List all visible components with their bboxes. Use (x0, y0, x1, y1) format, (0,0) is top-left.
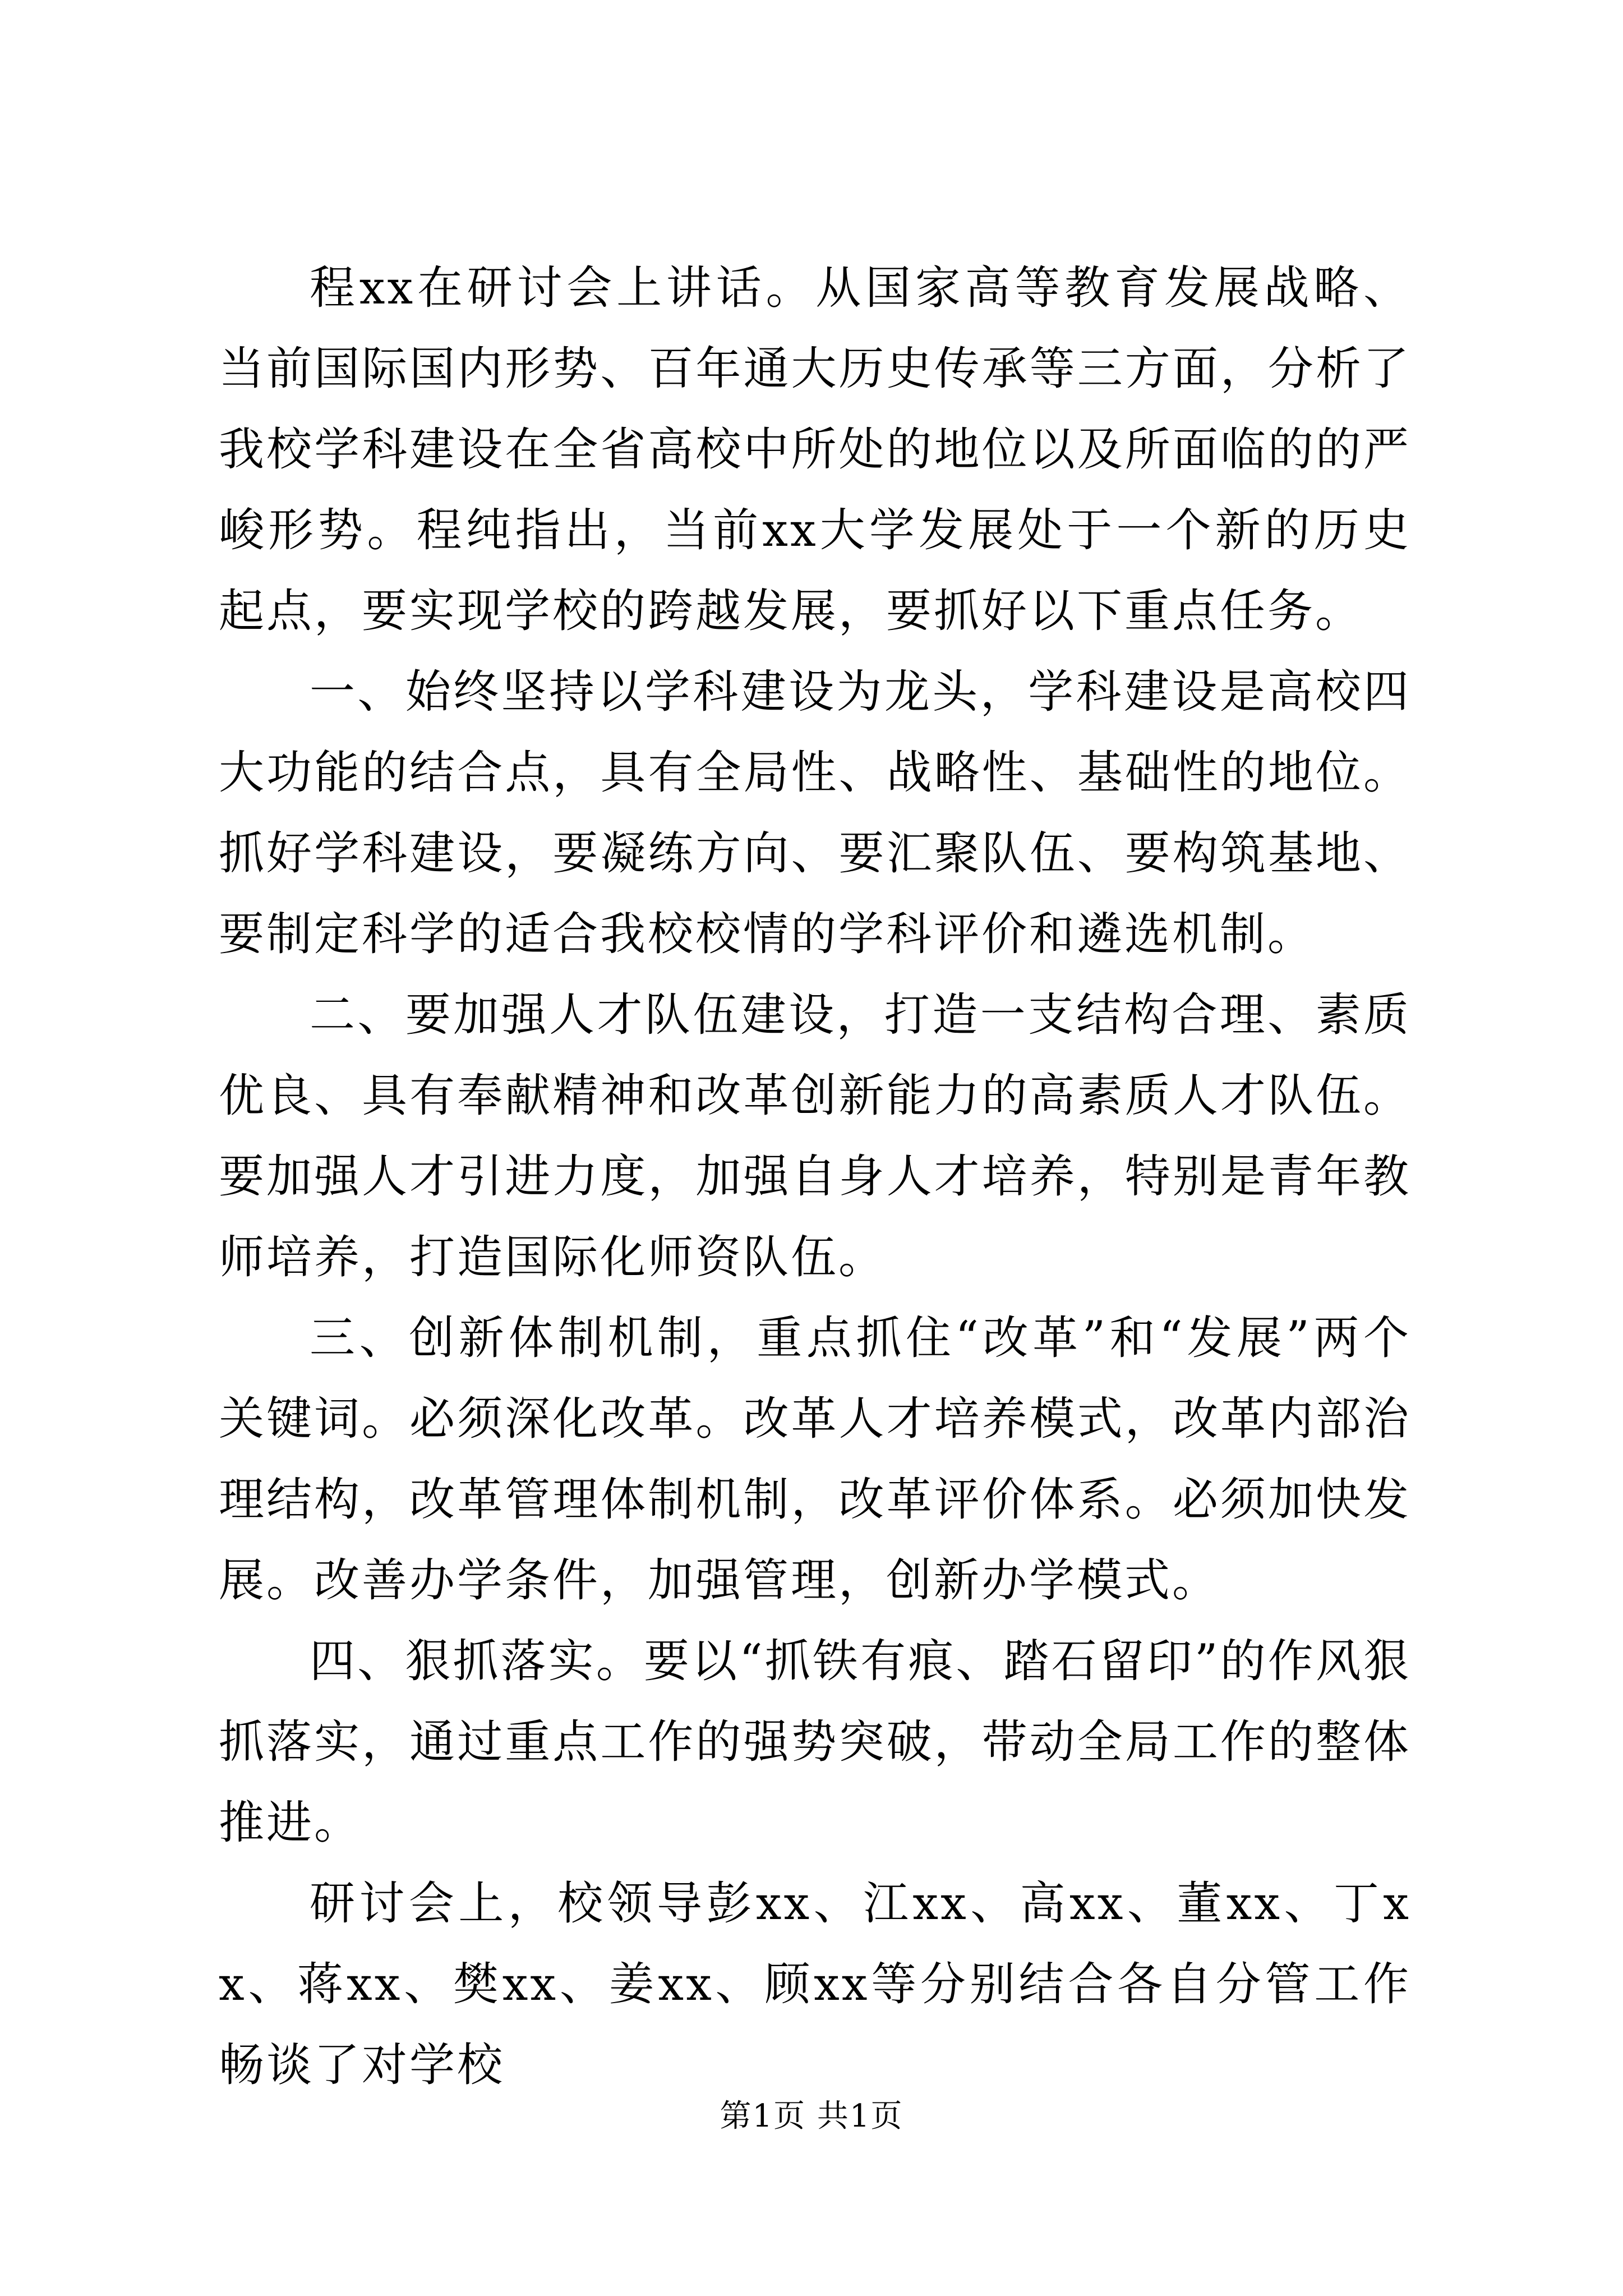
paragraph-intro: 程xx在研讨会上讲话。从国家高等教育发展战略、当前国际国内形势、百年通大历史传承等三方面，分析了我校学科建设在全省高校中所处的地位以及所面临的的严峻形势。程纯指出，当前xx大学发展处于一个新的历史起点，要实现学校的跨越发展，要抓好以下重点任务。 (219, 262, 1411, 638)
page-footer: 第1页 共1页 (720, 2098, 903, 2134)
paragraph-point-4: 四、狠抓落实。要以“抓铁有痕、踏石留印”的作风狠抓落实，通过重点工作的强势突破，带动全局工作的整体推进。 (219, 1635, 1411, 1849)
paragraph-point-1: 一、始终坚持以学科建设为龙头，学科建设是高校四大功能的结合点，具有全局性、战略性、基础性的地位。抓好学科建设，要凝练方向、要汇聚队伍、要构筑基地、要制定科学的适合我校校情的学科评价和遴选机制。 (219, 666, 1411, 961)
paragraph-point-3: 三、创新体制机制，重点抓住“改革”和“发展”两个关键词。必须深化改革。改革人才培养模式，改革内部治理结构，改革管理体制机制，改革评价体系。必须加快发展。改善办学条件，加强管理，创新办学模式。 (219, 1312, 1411, 1607)
document-body (219, 248, 1411, 2106)
paragraph-point-2: 二、要加强人才队伍建设，打造一支结构合理、素质优良、具有奉献精神和改革创新能力的高素质人才队伍。要加强人才引进力度，加强自身人才培养，特别是青年教师培养，打造国际化师资队伍。 (219, 989, 1411, 1284)
paragraph-discussion: 研讨会上，校领导彭xx、江xx、高xx、董xx、丁xx、蒋xx、樊xx、姜xx、顾xx等分别结合各自分管工作畅谈了对学校 (219, 1878, 1411, 2092)
